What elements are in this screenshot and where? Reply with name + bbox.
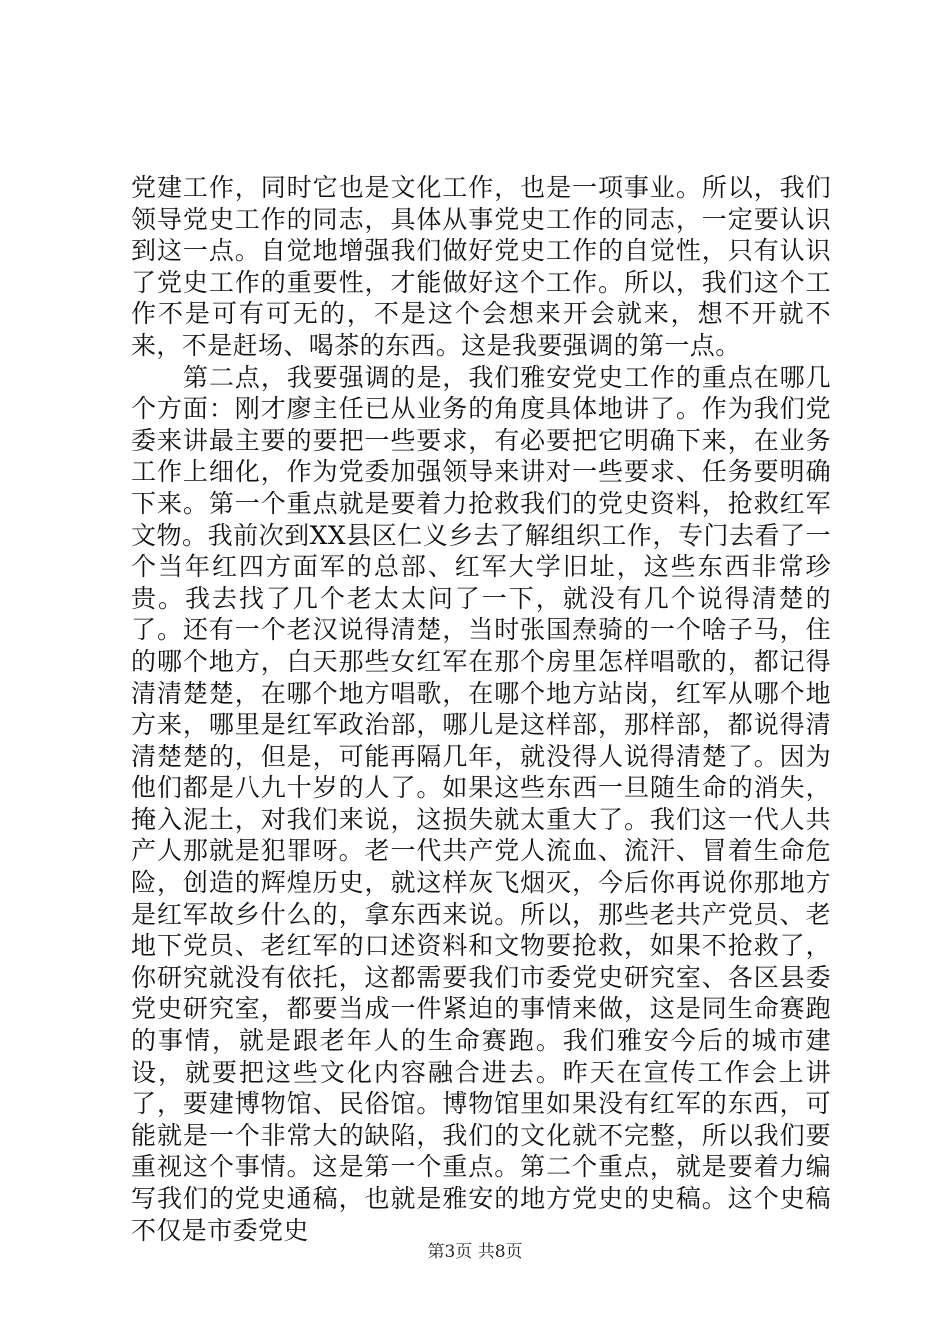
paragraph-continuation: 党建工作，同时它也是文化工作，也是一项事业。所以，我们领导党史工作的同志，具体从事党史工作的同志，一定要认识到这一点。自觉地增强我们做好党史工作的自觉性，只有认识了党史工作的重要性，才能做好这个工作。所以，我们这个工作不是可有可无的，不是这个会想来开会就来，想不开就不来，不是赶场、喝茶的东西。这是我要强调的第一点。 <box>131 173 831 360</box>
paragraph-second-point: 第二点，我要强调的是，我们雅安党史工作的重点在哪几个方面：刚才廖主任已从业务的角度具体地讲了。作为我们党委来讲最主要的要把一些要求，有必要把它明确下来，在业务工作上细化，作为党委加强领导来讲对一些要求、任务要明确下来。第一个重点就是要着力抢救我们的党史资料，抢救红军文物。我前次到XX县区仁义乡去了解组织工作，专门去看了一个当年红四方面军的总部、红军大学旧址，这些东西非常珍贵。我去找了几个老太太问了一下，就没有几个说得清楚的了。还有一个老汉说得清楚，当时张国焘骑的一个啥子马，住的哪个地方，白天那些女红军在那个房里怎样唱歌的，都记得清清楚楚，在哪个地方唱歌，在哪个地方站岗，红军从哪个地方来，哪里是红军政治部，哪儿是这样部，那样部，都说得清清楚楚的，但是，可能再隔几年，就没得人说得清楚了。因为他们都是八九十岁的人了。如果这些东西一旦随生命的消失，掩入泥土，对我们来说，这损失就太重大了。我们这一代人共产人那就是犯罪呀。老一代共产党人流血、流汗、冒着生命危险，创造的辉煌历史，就这样灰飞烟灭，今后你再说你那地方是红军故乡什么的，拿东西来说。所以，那些老共产党员、老地下党员、老红军的口述资料和文物要抢救，如果不抢救了，你研究就没有依托，这都需要我们市委党史研究室、各区县委党史研究室，都要当成一件紧迫的事情来做，这是同生命赛跑的事情，就是跟老年人的生命赛跑。我们雅安今后的城市建设，就要把这些文化内容融合进去。昨天在宣传工作会上讲了，要建博物馆、民俗馆。博物馆里如果没有红军的东西，可能就是一个非常大的缺陷，我们的文化就不完整，所以我们要重视这个事情。这是第一个重点。第二个重点，就是要着力编写我们的党史通稿，也就是雅安的地方党史的史稿。这个史稿不仅是市委党史 <box>131 362 831 1245</box>
page-number: 第3页 共8页 <box>427 1242 523 1262</box>
page-footer <box>0 1240 950 1264</box>
body-text <box>131 172 831 1246</box>
